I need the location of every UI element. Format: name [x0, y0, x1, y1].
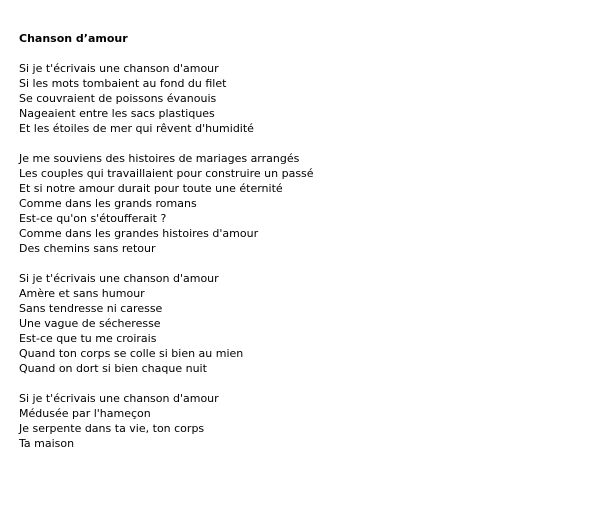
- poem-line: Médusée par l'hameçon: [19, 407, 151, 420]
- poem-line: Est-ce que tu me croirais: [19, 332, 157, 345]
- poem-title: Chanson d’amour: [19, 32, 128, 45]
- poem-line: Ta maison: [19, 437, 75, 450]
- poem-line: Nageaient entre les sacs plastiques: [19, 107, 215, 120]
- poem-document: [19, 31, 579, 466]
- poem-line: Quand on dort si bien chaque nuit: [19, 362, 207, 375]
- poem-line: Se couvraient de poissons évanouis: [19, 92, 217, 105]
- stanza-2: [19, 151, 579, 256]
- poem-line: Amère et sans humour: [19, 287, 145, 300]
- poem-line: Des chemins sans retour: [19, 242, 156, 255]
- poem-line: Si je t'écrivais une chanson d'amour: [19, 62, 219, 75]
- stanza-1: [19, 61, 579, 136]
- poem-line: Quand ton corps se colle si bien au mien: [19, 347, 244, 360]
- poem-line: Comme dans les grands romans: [19, 197, 197, 210]
- poem-line: Une vague de sécheresse: [19, 317, 161, 330]
- poem-line: Si je t'écrivais une chanson d'amour: [19, 392, 219, 405]
- stanza-3: [19, 271, 579, 376]
- poem-line: Si je t'écrivais une chanson d'amour: [19, 272, 219, 285]
- poem-line: Comme dans les grandes histoires d'amour: [19, 227, 259, 240]
- poem-line: Et si notre amour durait pour toute une éternité: [19, 182, 283, 195]
- poem-line: Je me souviens des histoires de mariages arrangés: [19, 152, 300, 165]
- poem-line: Est-ce qu'on s'étoufferait ?: [19, 212, 167, 225]
- poem-line: Si les mots tombaient au fond du filet: [19, 77, 227, 90]
- stanza-4: [19, 391, 579, 451]
- poem-line: Sans tendresse ni caresse: [19, 302, 163, 315]
- poem-line: Je serpente dans ta vie, ton corps: [19, 422, 205, 435]
- poem-line: Et les étoiles de mer qui rêvent d'humidité: [19, 122, 254, 135]
- poem-line: Les couples qui travaillaient pour construire un passé: [19, 167, 314, 180]
